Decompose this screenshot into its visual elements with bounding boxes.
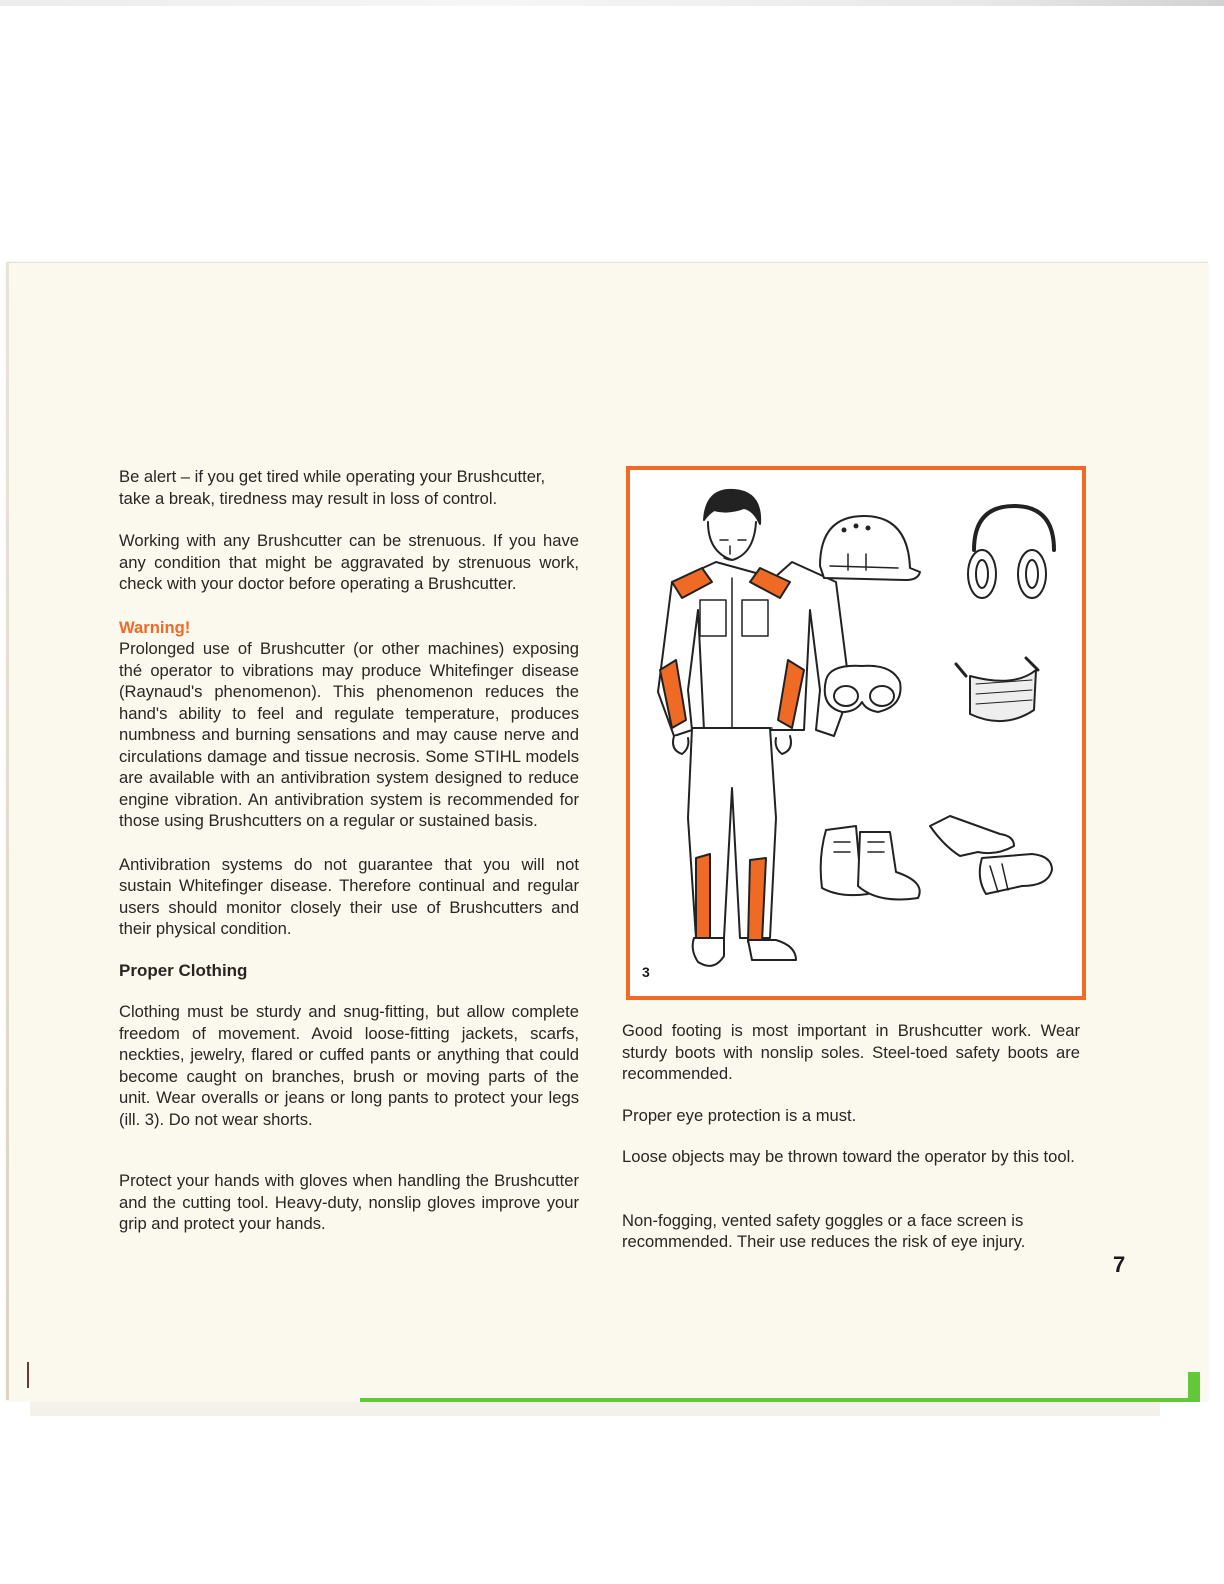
paragraph-gloves: Protect your hands with gloves when handling the Brushcutter and the cutting tool. Heavy-duty, nonslip gloves improve your grip and protect your hands.	[119, 1171, 579, 1233]
scan-edge	[0, 0, 1224, 6]
worker-hair	[704, 490, 760, 524]
paragraph-eye-protection: Proper eye protection is a must.	[622, 1105, 857, 1125]
page-number: 7	[1113, 1252, 1126, 1277]
hard-hat-icon	[820, 516, 920, 580]
left-column	[119, 466, 579, 1235]
margin-mark	[27, 1362, 29, 1388]
cover-strip-end	[1188, 1372, 1200, 1402]
paragraph-footing: Good footing is most important in Brushcutter work. Wear sturdy boots with nonslip soles. Steel-toed safety boots are recommended.	[622, 1021, 1080, 1083]
figure-number: 3	[642, 964, 650, 980]
paragraph-strenuous: Working with any Brushcutter can be strenuous. If you have any condition that might be aggravated by strenuous work, check with your doctor before operating a Brushcutter.	[119, 531, 579, 593]
paragraph-clothing: Clothing must be sturdy and snug-fitting, but allow complete freedom of movement. Avoid loose-fitting jackets, scarfs, neckties, jewelry, flared or cuffed pants or anything that could become caught on branches, brush or moving parts of the unit. Wear overalls or jeans or long pants to protect your legs (ill. 3). Do not wear shorts.	[119, 1002, 579, 1129]
worker-face	[708, 522, 756, 560]
safety-goggles-icon	[825, 666, 901, 712]
ear-muffs-icon	[968, 506, 1054, 598]
illustration-3-frame	[626, 466, 1086, 1000]
warning-title: Warning!	[119, 617, 191, 637]
paragraph-antivibration: Antivibration systems do not guarantee that you will not sustain Whitefinger disease. Therefore continual and regular users should monitor closely their use of Brushcutters and their physical condition.	[119, 854, 579, 938]
underlying-page	[30, 1402, 1160, 1416]
worker-boot-right	[748, 940, 796, 960]
paragraph-loose-objects: Loose objects may be thrown toward the operator by this tool.	[622, 1147, 1075, 1166]
section-heading-proper-clothing: Proper Clothing	[119, 960, 248, 980]
safety-boots-icon	[821, 826, 920, 900]
work-gloves-icon	[930, 816, 1052, 894]
right-column	[622, 1020, 1080, 1253]
page-edge	[6, 262, 9, 1400]
warning-text: Prolonged use of Brushcutter (or other machines) exposing thé operator to vibrations may produce Whitefinger disease (Raynaud's phenomenon). This phenomenon reduces the hand's ability to feel and regulate temperature, produces numbness and burning sensations and may cause nerve and circulations damage and tissue necrosis. Some STIHL models are available with an antivibration system designed to reduce engine vibration. An antivibration system is recommended for those using Brushcutters on a regular or sustained basis.	[119, 639, 579, 830]
worker-hand-right	[776, 736, 791, 754]
protective-gear-illustration	[630, 470, 1082, 996]
face-screen-icon	[956, 658, 1038, 721]
worker-hand-left	[673, 736, 688, 754]
paragraph-be-alert: Be alert – if you get tired while operating your Brushcutter, take a break, tiredness may result in loss of control.	[119, 467, 546, 508]
cover-strip	[360, 1398, 1198, 1402]
paragraph-goggles: Non-fogging, vented safety goggles or a face screen is recommended. Their use reduces the risk of eye injury.	[622, 1210, 1026, 1251]
worker-boot-left	[693, 938, 724, 966]
trouser-accent-left	[696, 854, 710, 940]
trouser-accent-right	[748, 858, 766, 942]
